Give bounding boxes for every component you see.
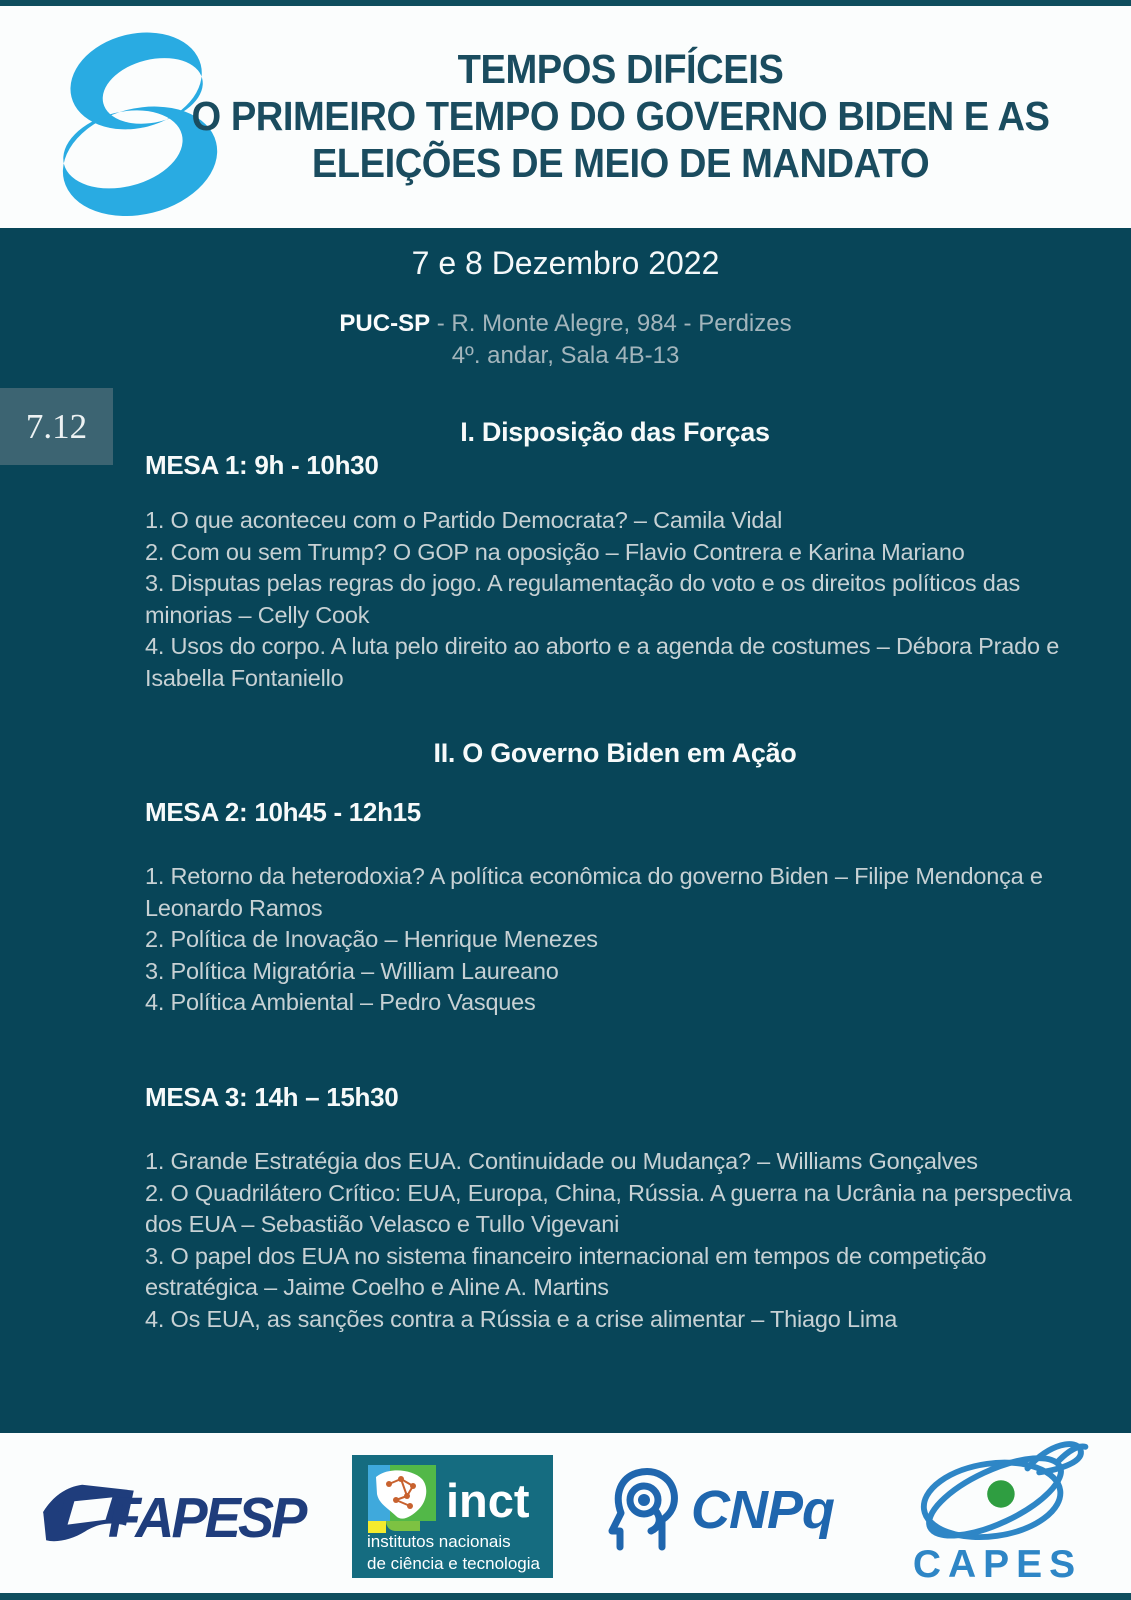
section-2-heading: II. O Governo Biden em Ação	[433, 738, 797, 768]
cnpq-wordmark: CNPq	[691, 1480, 834, 1540]
program-panel	[0, 228, 1131, 1433]
talk-item: 1. Grande Estratégia dos EUA. Continuidade ou Mudança? – Williams Gonçalves	[145, 1148, 978, 1174]
talk-item: 2. Com ou sem Trump? O GOP na oposição – Flavio Contrera e Karina Mariano	[145, 538, 965, 565]
inct-subtitle-1: institutos nacionais	[367, 1532, 511, 1551]
venue-detail: 4º. andar, Sala 4B-13	[451, 342, 680, 369]
mesa-1-label: MESA 1: 9h - 10h30	[145, 450, 379, 480]
page-tag-text: 7.12	[25, 406, 88, 446]
talk-item: 3. Política Migratória – William Laureano	[145, 957, 559, 984]
bottom-border-strip	[0, 1593, 1131, 1600]
title-line-2: O PRIMEIRO TEMPO DO GOVERNO BIDEN E AS	[191, 93, 1050, 139]
talk-item: 2. O Quadrilátero Crítico: EUA, Europa, China, Rússia. A guerra na Ucrânia na perspectiva dos EUA – Sebastião Velasco e Tullo Vigevani	[145, 1179, 1072, 1237]
cnpq-head-icon	[605, 1467, 691, 1553]
talk-item: 3. Disputas pelas regras do jogo. A regulamentação do voto e os direitos políticos das minorias – Celly Cook	[145, 570, 1021, 628]
title-line-1: TEMPOS DIFÍCEIS	[457, 46, 784, 92]
fapesp-logo	[38, 1473, 318, 1553]
talk-item: 4. Política Ambiental – Pedro Vasques	[145, 989, 536, 1015]
mesa-1-talk-list	[145, 505, 1077, 694]
inct-wordmark: inct	[446, 1474, 530, 1527]
talk-item: 1. Retorno da heterodoxia? A política econômica do governo Biden – Filipe Mendonça e Leonardo Ramos	[145, 863, 1043, 921]
sponsors-footer	[0, 1433, 1131, 1593]
venue-address: - R. Monte Alegre, 984 - Perdizes	[430, 310, 792, 337]
mesa-3-label: MESA 3: 14h – 15h30	[145, 1082, 399, 1112]
talk-item: 4. Os EUA, as sanções contra a Rússia e a crise alimentar – Thiago Lima	[145, 1305, 898, 1332]
talk-item: 3. O papel dos EUA no sistema financeiro internacional em tempos de competição estratégica – Jaime Coelho e Aline A. Martins	[145, 1242, 987, 1300]
mesa-3-talk-list	[145, 1146, 1077, 1335]
section-1-heading: I. Disposição das Forças	[460, 417, 770, 447]
mesa-2-talk-list	[145, 861, 1077, 1019]
title-line-3: ELEIÇÕES DE MEIO DE MANDATO	[311, 140, 930, 186]
talk-item: 4. Usos do corpo. A luta pelo direito ao aborto e a agenda de costumes – Débora Prado e Isabella Fontaniello	[145, 633, 1060, 691]
talk-item: 2. Política de Inovação – Henrique Menezes	[145, 926, 598, 952]
poster-title	[183, 46, 1058, 187]
capes-wordmark: CAPES	[912, 1543, 1083, 1586]
cnpq-logo	[605, 1465, 834, 1555]
capes-logo	[900, 1433, 1095, 1593]
event-date: 7 e 8 Dezembro 2022	[411, 245, 720, 281]
fapesp-wordmark: FAPESP	[108, 1486, 305, 1550]
capes-orbit-icon	[902, 1437, 1092, 1547]
mesa-2-label: MESA 2: 10h45 - 12h15	[145, 797, 421, 827]
page-tag-badge	[0, 388, 113, 465]
inct-emblem-icon	[368, 1465, 436, 1533]
venue-name: PUC-SP	[339, 310, 431, 337]
inct-subtitle-2: de ciência e tecnologia	[367, 1554, 540, 1573]
poster-header	[0, 6, 1131, 228]
venue-line	[30, 310, 1101, 338]
inct-logo	[352, 1455, 553, 1578]
talk-item: 1. O que aconteceu com o Partido Democrata? – Camila Vidal	[145, 507, 783, 533]
